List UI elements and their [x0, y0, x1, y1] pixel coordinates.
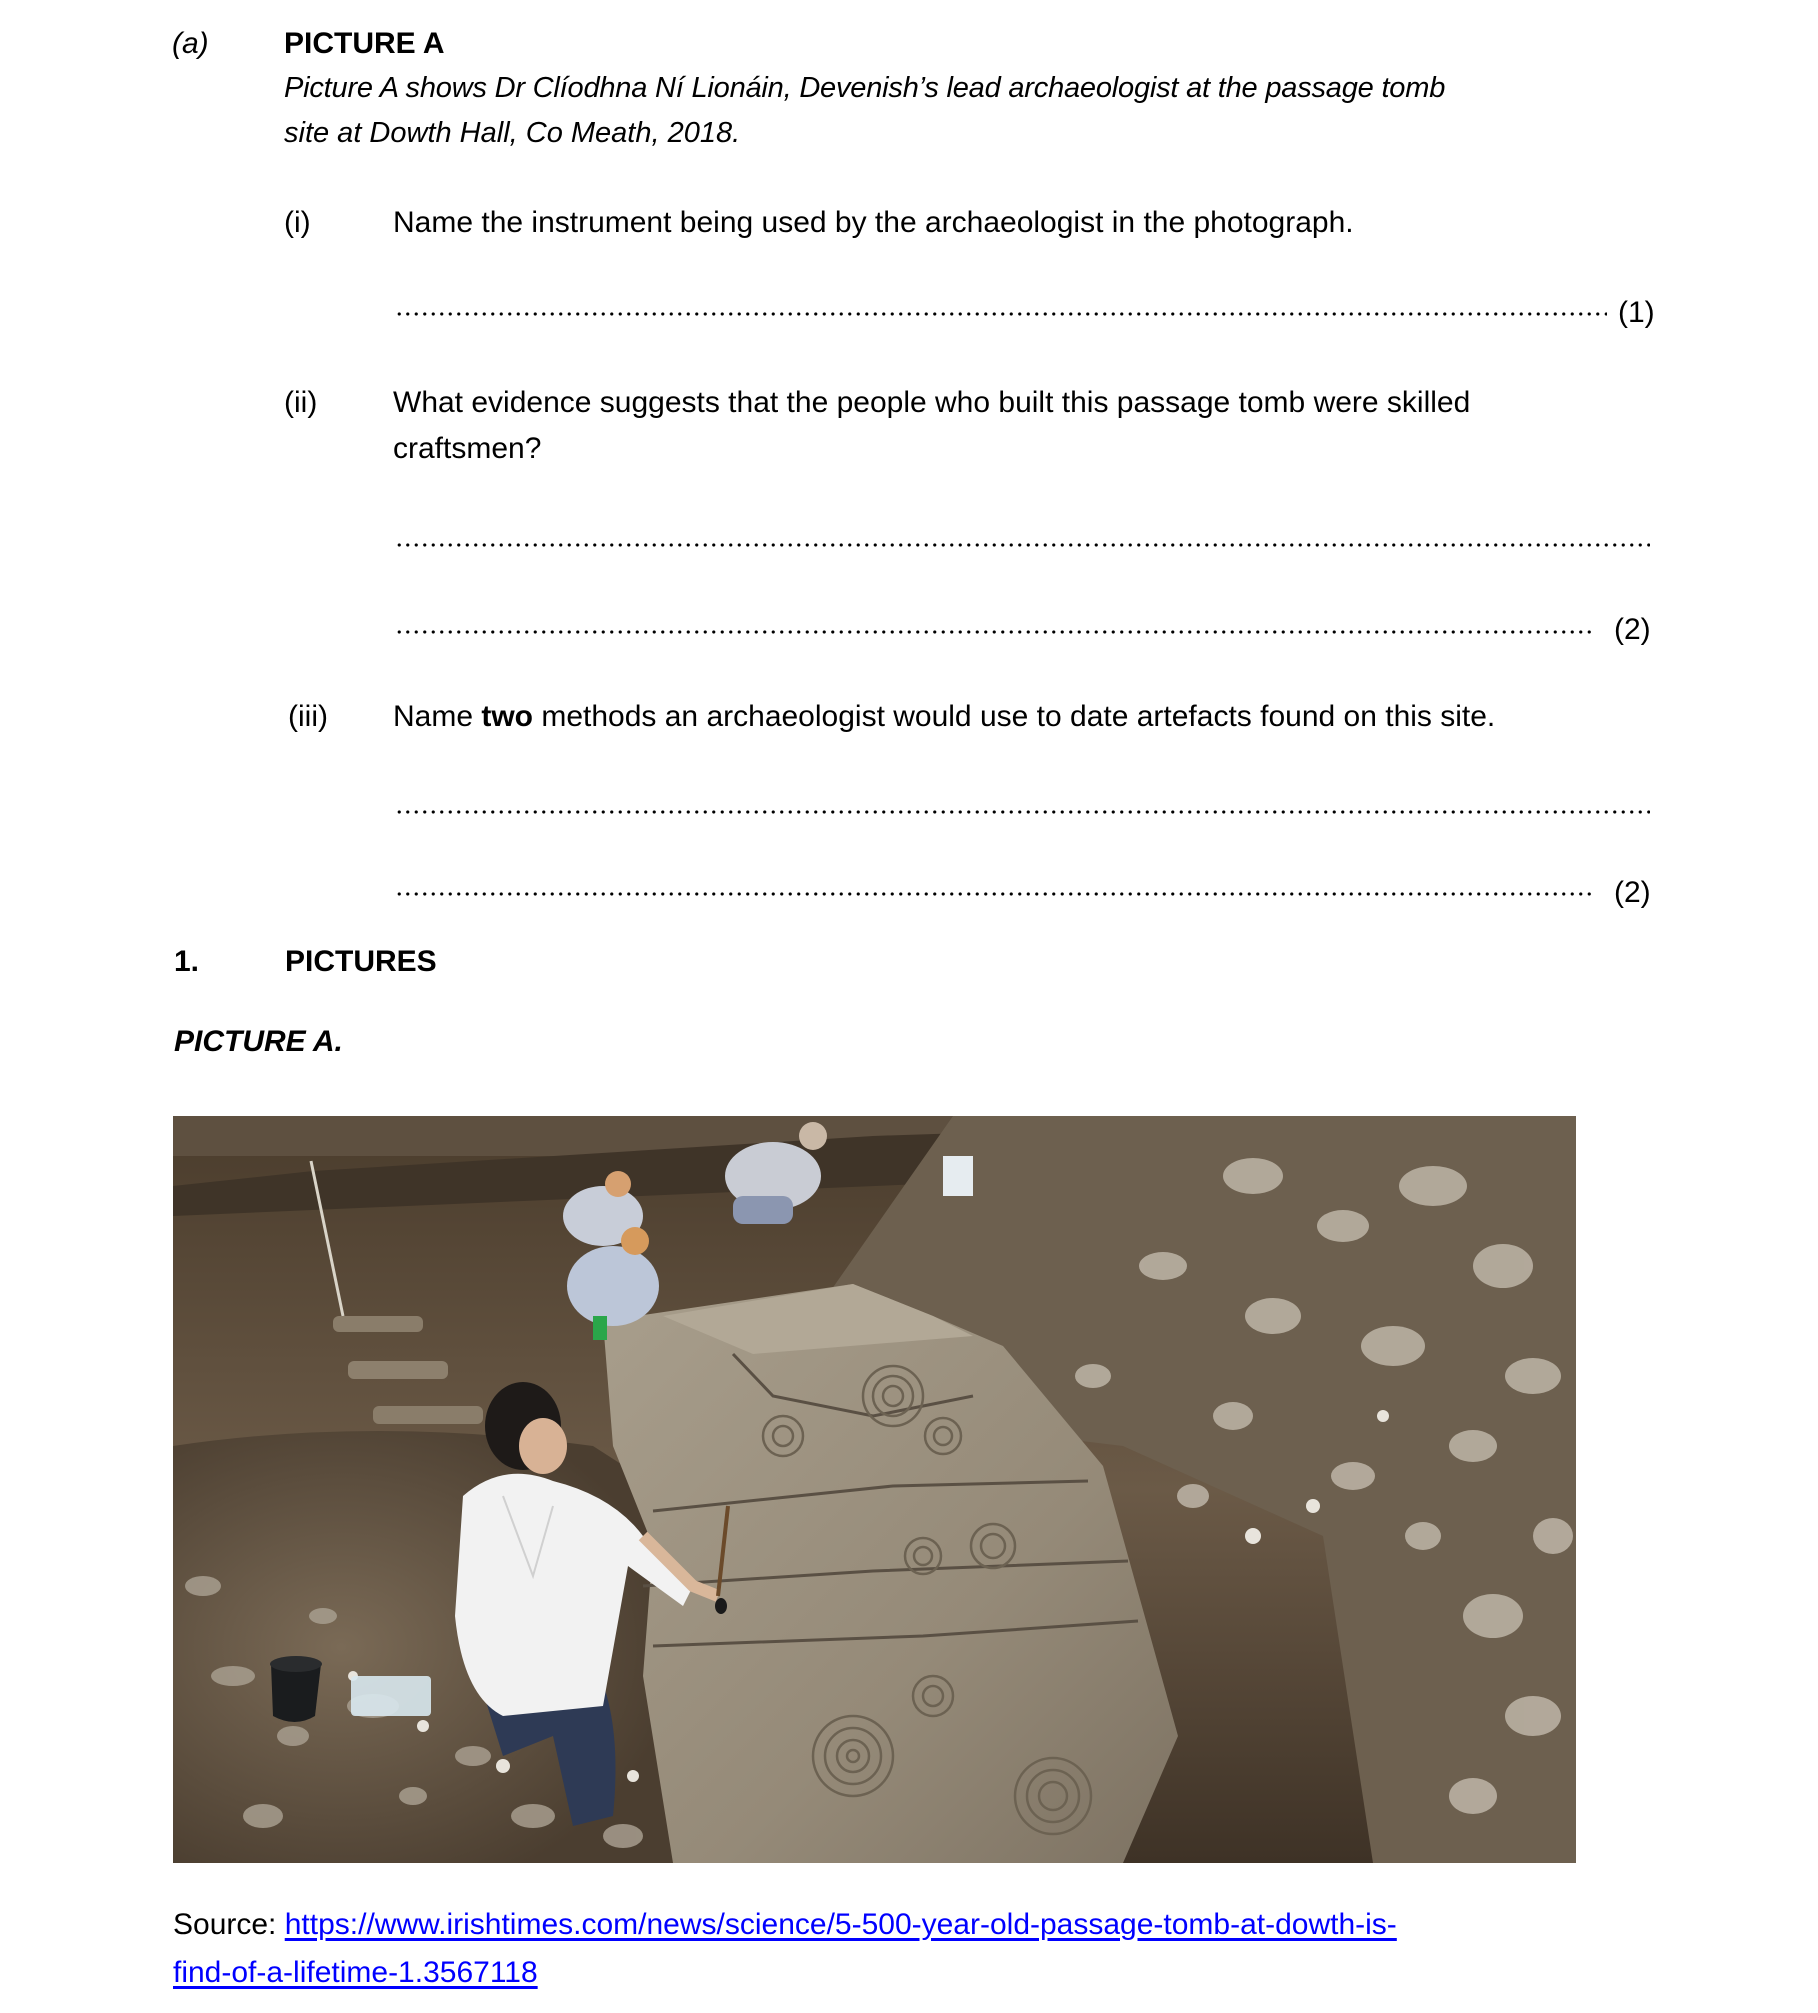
source-link-part2[interactable]: find-of-a-lifetime-1.3567118	[173, 1956, 538, 1989]
source-link-part1[interactable]: https://www.irishtimes.com/news/science/5-500-year-old-passage-tomb-at-dowth-is-	[284, 1908, 1397, 1941]
answer-line-iii-2[interactable]	[395, 892, 1593, 896]
question-title: PICTURE A	[284, 27, 445, 60]
source-line1	[173, 1905, 1397, 1945]
part-iii-question	[393, 697, 1495, 737]
part-i-question: Name the instrument being used by the archaeologist in the photograph.	[393, 206, 1354, 239]
question-intro-line1: Picture A shows Dr Clíodhna Ní Lionáin, Devenish’s lead archaeologist at the passage tomb	[284, 72, 1446, 104]
answer-line-i[interactable]	[395, 312, 1607, 316]
part-iii-text-bold: two	[481, 700, 534, 733]
source-label: Source:	[173, 1908, 285, 1941]
part-ii-question-line2: craftsmen?	[393, 432, 542, 465]
marks-iii: (2)	[1614, 876, 1651, 909]
answer-line-iii-1[interactable]	[395, 810, 1650, 814]
marks-i: (1)	[1618, 296, 1655, 329]
part-ii-label: (ii)	[284, 386, 318, 419]
excavation-photo	[173, 1116, 1576, 1863]
photo-illustration	[173, 1116, 1576, 1863]
marks-ii: (2)	[1614, 613, 1651, 646]
part-iii-text-after: methods an archaeologist would use to date artefacts found on this site.	[533, 700, 1496, 733]
part-i-label: (i)	[284, 206, 311, 239]
section-subtitle: PICTURE A.	[174, 1025, 343, 1058]
part-iii-text-before: Name	[393, 700, 482, 733]
answer-line-ii-1[interactable]	[395, 543, 1650, 547]
section-title: PICTURES	[285, 945, 437, 978]
part-ii-question-line1: What evidence suggests that the people who built this passage tomb were skilled	[393, 386, 1471, 419]
section-number: 1.	[174, 945, 200, 978]
question-label: (a)	[172, 27, 209, 60]
answer-line-ii-2[interactable]	[395, 630, 1593, 634]
question-intro-line2: site at Dowth Hall, Co Meath, 2018.	[284, 117, 741, 149]
source-line2	[173, 1953, 538, 1993]
part-iii-label: (iii)	[288, 700, 328, 733]
